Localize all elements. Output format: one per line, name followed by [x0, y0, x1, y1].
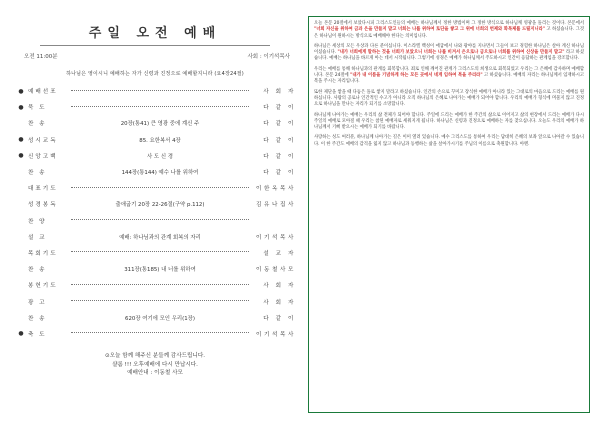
order-item-person: 사 회 자 [263, 283, 296, 290]
dotted-leader [71, 300, 249, 301]
service-officiant: 사회 : 이기석목사 [247, 54, 290, 60]
sermon-text: 하나님께 나아가는 예배는 우리의 삶 전체가 되어야 합니다. 주일에 드리는 예배가 한 주간의 삶으로 이어지고 삶의 현장에서 드리는 예배가 다시 주일의 예배로 모아질 때 우리는 참된 예배자로 세워지게 됩니다. 하나님은 신령과 진정으로 예배하는 자를 찾으십니다. 오늘도 우리의 예배가 하나님께서 기뻐 받으시는 예배가 되기를 바랍니다. [314, 112, 584, 131]
bullet-icon: ● [18, 103, 24, 111]
order-item-content: 20장(통41) 큰 영광 중에 계신 주 [120, 121, 200, 128]
sermon-paragraph [314, 135, 584, 148]
bullet-icon: ● [18, 152, 24, 160]
sermon-paragraph [314, 67, 584, 86]
scripture-banner: 하나님은 영이시니 예배하는 자가 신령과 진정으로 예배할지니라 (요4장24절) [66, 71, 244, 77]
order-row [14, 115, 296, 131]
order-item-person: 다 같 이 [263, 137, 296, 144]
order-row [14, 148, 296, 164]
order-item-person: 다 같 이 [263, 315, 296, 322]
order-row [14, 245, 296, 261]
order-item-name: 설 교 [28, 234, 47, 241]
order-row [14, 293, 296, 309]
order-row [14, 83, 296, 99]
order-item-content: 311장(통185) 내 너를 위하여 [124, 267, 196, 274]
sermon-text: 또한 제단을 쌓을 때 다듬은 돌로 쌓지 말라고 하셨습니다. 인간의 손으로 꾸미고 장식한 예배가 아니라 있는 그대로의 마음으로 드리는 예배를 원하십니다. 사람의 공로나 인간적인 수고가 아니라 오직 하나님의 은혜로 나아가는 예배가 되어야 합니다. 우리의 예배가 형식에 머물지 않고 진정으로 하나님을 만나는 자리가 되기를 소망합니다. [314, 89, 584, 108]
order-row [14, 261, 296, 277]
order-item-content: 사 도 신 경 [147, 153, 173, 160]
page-title: 주일 오전 예배 [88, 26, 222, 41]
order-item-person: 이기석목사 [255, 331, 296, 338]
dotted-leader [71, 90, 249, 91]
order-item-name: 묵 도 [28, 105, 47, 112]
order-item-person: 다 같 이 [263, 105, 296, 112]
order-item-person: 사 회 자 [263, 89, 296, 96]
sermon-text-panel [308, 16, 590, 413]
bulletin-footer [14, 352, 296, 378]
order-item-content: 예배: 하나님과의 관계 회복의 자리 [119, 234, 201, 241]
footer-thanks: ⊙오늘 함께 해주신 분들께 감사드립니다. [104, 353, 206, 359]
order-row [14, 229, 296, 245]
order-item-person: 설 교 자 [263, 250, 296, 257]
order-item-name: 축 도 [28, 331, 47, 338]
order-item-content: 출애굽기 20장 22-26절(구약 p.112) [115, 202, 205, 209]
order-item-name: 대표기도 [28, 186, 58, 193]
order-item-person: 이한옥목사 [255, 186, 296, 193]
order-row [14, 196, 296, 212]
sermon-text: 고 하셨습니다. 예배의 자리는 하나님께서 임재하시고 복을 주시는 자리입니다. [314, 73, 584, 85]
sermon-paragraph [314, 21, 584, 40]
bullet-icon: ● [18, 136, 24, 144]
order-item-content: 620장 여기에 모인 우리(1장) [125, 315, 195, 322]
dotted-leader [71, 332, 249, 333]
order-item-name: 광 고 [28, 299, 47, 306]
sermon-text: 고 하셨습니다. 그것은 하나님이 원하시는 방식으로 예배해야 한다는 의미입니다. [314, 27, 584, 39]
worship-order-list [14, 83, 296, 342]
order-item-name: 봉헌기도 [28, 283, 58, 290]
order-row [14, 326, 296, 342]
order-item-person: 다 같 이 [263, 121, 296, 128]
order-row [14, 180, 296, 196]
order-item-name: 찬 양 [28, 218, 47, 225]
bullet-icon: ● [18, 330, 24, 338]
dotted-leader [71, 251, 249, 252]
order-item-name: 목회기도 [28, 250, 58, 257]
order-item-person: 사 회 자 [263, 299, 296, 306]
order-row [14, 132, 296, 148]
worship-order-panel [14, 22, 296, 378]
order-item-content: 85. 요한복서 4장 [139, 137, 181, 144]
sermon-highlight: "내가 너희에게 말하는 것을 너희가 보았으니 너희는 나를 비겨서 은으로나 금으로나 너희를 위하여 신상을 만들지 말고" [337, 50, 565, 56]
order-row [14, 310, 296, 326]
sermon-text: 우리는 예배를 통해 하나님과의 관계를 회복합니다. 죄로 인해 깨어진 관계가 그리스도의 희생으로 회복되었고 우리는 그 은혜에 감사하며 예배합니다. 본문 24절에 [314, 66, 584, 79]
order-row [14, 164, 296, 180]
sermon-text: 사랑하는 성도 여러분, 하나님께 나아가는 길은 이미 열려 있습니다. 예수 그리스도를 통하여 우리는 담대히 은혜의 보좌 앞으로 나아갈 수 있습니다. 이 한 주간도 예배의 감격을 잃지 않고 하나님과 동행하는 삶을 살아가시기를 주님의 이름으로 축원합니다. 아멘. [314, 135, 584, 147]
order-item-person: 이동철사모 [255, 267, 296, 274]
order-item-person: 다 같 이 [263, 153, 296, 160]
footer-greeting: 샬롬 !!! 오후예배에 다시 만납시다. [112, 361, 198, 368]
order-item-person: 김유나집사 [255, 202, 296, 209]
order-item-name: 성시교독 [28, 137, 58, 144]
order-row [14, 213, 296, 229]
order-item-name: 찬 송 [28, 121, 47, 128]
dotted-leader [71, 219, 249, 220]
sermon-paragraph [314, 90, 584, 109]
order-item-person: 이기석목사 [255, 234, 296, 241]
order-item-name: 찬 송 [28, 267, 47, 274]
footer-guide: 예배안내 : 이동철 사모 [127, 370, 183, 377]
title-divider [40, 45, 270, 46]
dotted-leader [71, 187, 249, 188]
order-item-name: 예배선포 [28, 89, 58, 96]
order-item-content: 144장(통144) 예수 나를 위하여 [121, 170, 199, 177]
order-item-name: 찬 송 [28, 170, 47, 177]
order-row [14, 277, 296, 293]
sermon-highlight: "너희 자신을 위하여 금과 은을 만들지 말고 너희는 나를 위하여 토단을 쌓고 그 위에 너희의 번제와 화목제를 드릴지니라" [314, 27, 545, 33]
service-meta [14, 52, 296, 60]
order-item-name: 신앙고백 [28, 153, 58, 160]
dotted-leader [71, 106, 249, 107]
order-item-name: 찬 송 [28, 315, 47, 322]
dotted-leader [71, 284, 249, 285]
service-time: 오전 11:00분 [24, 54, 58, 60]
sermon-text: 라고 하셨습니다. 예배는 하나님을 바르게 아는 데서 시작됩니다. 그렇기에 성경은 예배가 하나님께서 주도하시고 인간이 응답하는 관계임을 강조합니다. [314, 50, 584, 62]
sermon-highlight: "내가 내 이름을 기념하게 하는 모든 곳에서 네게 임하여 복을 주리라" [350, 73, 483, 79]
order-row [14, 99, 296, 115]
sermon-paragraph [314, 113, 584, 132]
bullet-icon: ● [18, 87, 24, 95]
sermon-text: 오늘 본문 20절에서 보았다시피 그리스도인들의 예배는 하나님께서 정한 방법이며 그 정한 방식으로 하나님께 영광을 돌리는 것이다. 본문에서 [314, 21, 584, 26]
sermon-paragraph [314, 44, 584, 63]
order-item-person: 다 같 이 [263, 170, 296, 177]
order-item-name: 성경봉독 [28, 202, 58, 209]
sermon-text: 하나님은 세상의 모든 우상과 다른 분이십니다. 이스라엘 백성이 애굽에서 나와 광야를 지나면서 그들이 보고 경험한 하나님은 살아 계신 하나님이셨습니다. [314, 43, 584, 56]
